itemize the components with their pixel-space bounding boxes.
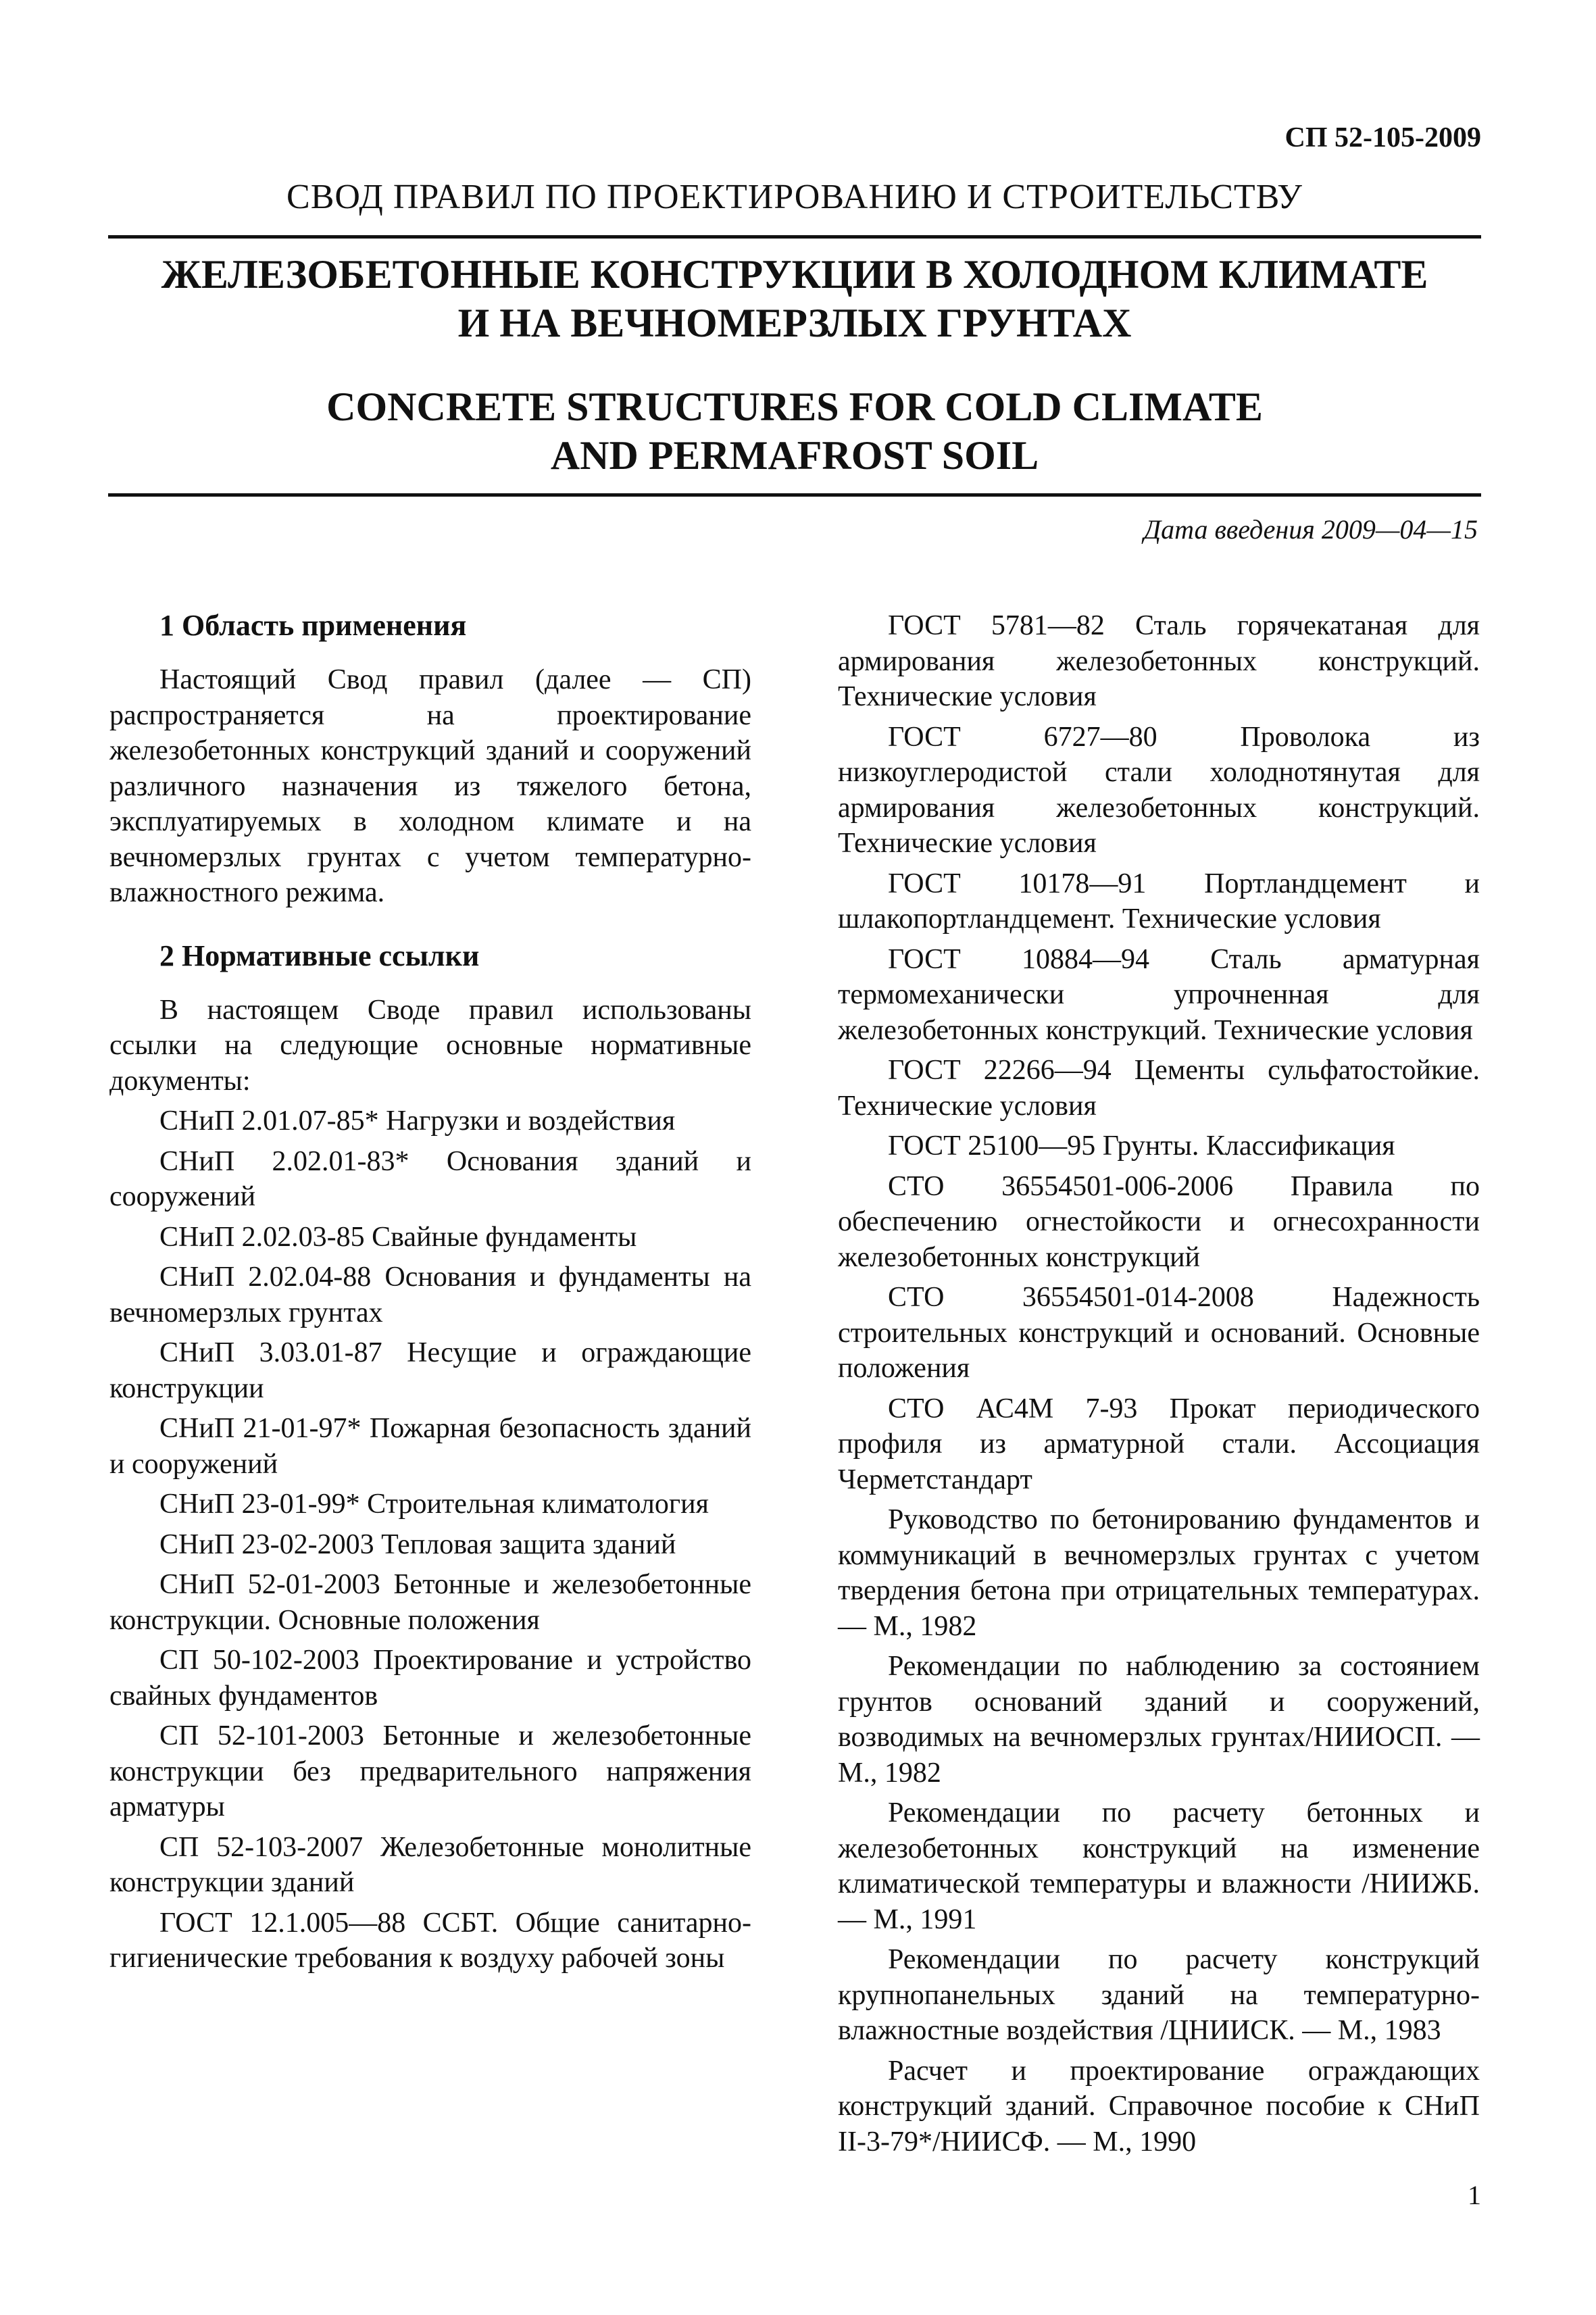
right-column xyxy=(838,608,1480,2164)
reference-item: ГОСТ 10884—94 Сталь арматурная термомеханически упрочненная для железобетонных конструкций. Технические условия xyxy=(838,943,1480,1046)
section-2-intro: В настоящем Своде правил использованы ссылки на следующие основные нормативные документы: xyxy=(109,994,751,1097)
reference-item: ГОСТ 10178—91 Портландцемент и шлакопортландцемент. Технические условия xyxy=(838,868,1480,935)
reference-item: ГОСТ 5781—82 Сталь горячекатаная для армирования железобетонных конструкций. Технические условия xyxy=(838,610,1480,712)
reference-item: СНиП 23-02-2003 Тепловая защита зданий xyxy=(159,1528,676,1560)
reference-item: СТО 36554501-014-2008 Надежность строительных конструкций и оснований. Основные положения xyxy=(838,1282,1480,1384)
reference-item: СНиП 21-01-97* Пожарная безопасность зданий и сооружений xyxy=(109,1413,751,1480)
reference-item: СНиП 2.02.04-88 Основания и фундаменты на вечномерзлых грунтах xyxy=(109,1262,751,1328)
reference-item: СП 50-102-2003 Проектирование и устройство свайных фундаментов xyxy=(109,1645,751,1712)
reference-item: СНиП 3.03.01-87 Несущие и ограждающие конструкции xyxy=(109,1337,751,1404)
top-rule xyxy=(108,235,1481,239)
reference-item: ГОСТ 6727—80 Проволока из низкоуглеродистой стали холоднотянутая для армирования железобетонных конструкций. Технические условия xyxy=(838,721,1480,859)
reference-item: ГОСТ 25100—95 Грунты. Классификация xyxy=(888,1130,1395,1162)
reference-item: ГОСТ 12.1.005—88 ССБТ. Общие санитарно-гигиенические требования к воздуху рабочей зоны xyxy=(109,1907,751,1974)
reference-item: СНиП 23-01-99* Строительная климатология xyxy=(159,1489,709,1520)
bottom-rule xyxy=(108,493,1481,497)
reference-item: СП 52-103-2007 Железобетонные монолитные конструкции зданий xyxy=(109,1831,751,1898)
title-english-line-1: CONCRETE STRUCTURES FOR COLD CLIMATE xyxy=(326,384,1263,429)
reference-item: Рекомендации по расчету бетонных и железобетонных конструкций на изменение климатической температуры и влажности /НИИЖБ. — М., 1991 xyxy=(838,1797,1480,1935)
reference-item: Рекомендации по расчету конструкций крупнопанельных зданий на температурно-влажностные воздействия /ЦНИИСК. — М., 1983 xyxy=(838,1944,1480,2046)
title-russian-line-2: И НА ВЕЧНОМЕРЗЛЫХ ГРУНТАХ xyxy=(457,301,1132,345)
page-number: 1 xyxy=(1468,2180,1481,2210)
introduction-date: Дата введения 2009—04—15 xyxy=(1143,514,1478,545)
series-title: СВОД ПРАВИЛ ПО ПРОЕКТИРОВАНИЮ И СТРОИТЕЛЬСТВУ xyxy=(286,178,1303,216)
section-1-text: Настоящий Свод правил (далее — СП) распространяется на проектирование железобетонных конструкций зданий и сооружений различного назначения из тяжелого бетона, эксплуатируемых в холодном климате и на вечномерзлых грунтах с учетом температурно-влажностного режима. xyxy=(109,664,751,908)
reference-item: ГОСТ 22266—94 Цементы сульфатостойкие. Технические условия xyxy=(838,1055,1480,1122)
section-2-heading: 2 Нормативные ссылки xyxy=(159,939,480,972)
title-russian xyxy=(108,250,1481,347)
reference-item: Руководство по бетонированию фундаментов и коммуникаций в вечномерзлых грунтах с учетом твердения бетона при отрицательных температурах. — М., 1982 xyxy=(838,1504,1480,1642)
reference-item: СНиП 2.02.03-85 Свайные фундаменты xyxy=(159,1221,637,1253)
reference-item: Расчет и проектирование ограждающих конструкций зданий. Справочное пособие к СНиП II-3-79*/НИИСФ. — М., 1990 xyxy=(838,2055,1480,2158)
section-1-heading: 1 Область применения xyxy=(159,609,467,642)
reference-item: СТО 36554501-006-2006 Правила по обеспечению огнестойкости и огнесохранности железобетонных конструкций xyxy=(838,1170,1480,1273)
document-code: СП 52-105-2009 xyxy=(1285,122,1481,153)
title-english xyxy=(108,382,1481,480)
left-column xyxy=(109,608,751,1981)
title-russian-line-1: ЖЕЛЕЗОБЕТОННЫЕ КОНСТРУКЦИИ В ХОЛОДНОМ КЛИМАТЕ xyxy=(161,252,1428,297)
reference-item: СНиП 2.02.01-83* Основания зданий и сооружений xyxy=(109,1145,751,1212)
reference-item: Рекомендации по наблюдению за состоянием грунтов оснований зданий и сооружений, возводимых на вечномерзлых грунтах/НИИОСП. — М., 1982 xyxy=(838,1651,1480,1789)
reference-item: СТО АС4М 7-93 Прокат периодического профиля из арматурной стали. Ассоциация Черметстандарт xyxy=(838,1393,1480,1495)
reference-item: СНиП 2.01.07-85* Нагрузки и воздействия xyxy=(159,1105,676,1137)
reference-item: СП 52-101-2003 Бетонные и железобетонные конструкции без предварительного напряжения арматуры xyxy=(109,1720,751,1822)
title-english-line-2: AND PERMAFROST SOIL xyxy=(550,433,1039,478)
reference-item: СНиП 52-01-2003 Бетонные и железобетонные конструкции. Основные положения xyxy=(109,1569,751,1636)
